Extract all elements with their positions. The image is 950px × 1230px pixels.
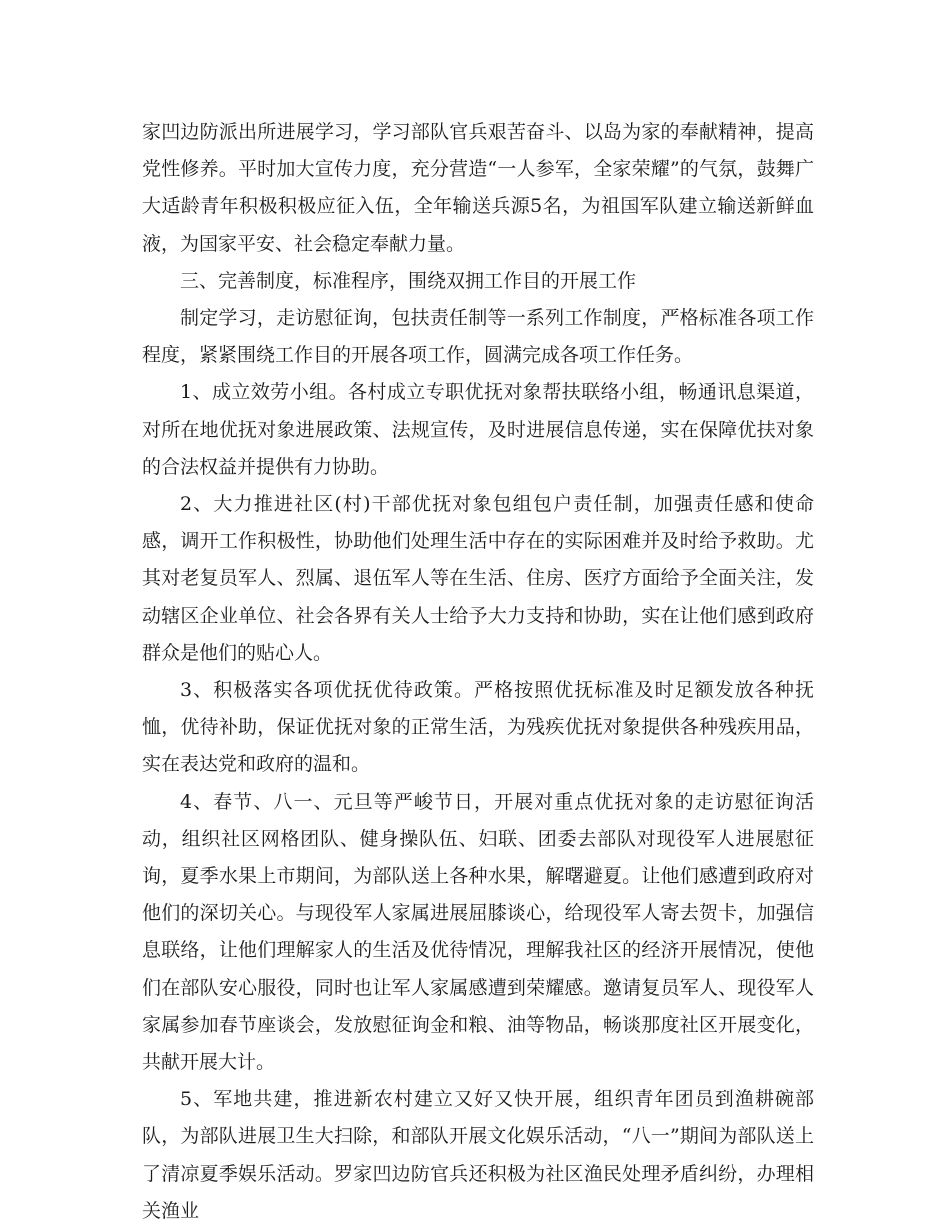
paragraph-item-3: 3、积极落实各项优抚优待政策。严格按照优抚标准及时足额发放各种抚恤，优待补助，保证优抚对象的正常生活，为残疾优抚对象提供各种残疾用品，实在表达党和政府的温和。 [142,679,814,776]
paragraph-1: 家凹边防派出所进展学习，学习部队官兵艰苦奋斗、以岛为家的奉献精神，提高党性修养。平时加大宣传力度，充分营造“一人参军，全家荣耀”的气氛，鼓舞广大适龄青年积极积极应征入伍，全年输送兵源5名，为祖国军队建立输送新鲜血液，为国家平安、社会稳定奉献力量。 [142,121,814,255]
section-heading-3: 三、完善制度，标准程序，围绕双拥工作目的开展工作 [180,269,637,292]
document-body [142,114,814,1230]
paragraph-item-2: 2、大力推进社区(村)干部优抚对象包组包户责任制，加强责任感和使命感，调开工作积极性，协助他们处理生活中存在的实际困难并及时给予救助。尤其对老复员军人、烈属、退伍军人等在生活、住房、医疗方面给予全面关注，发动辖区企业单位、社会各界有关人士给予大力支持和协助，实在让他们感到政府群众是他们的贴心人。 [142,493,814,664]
paragraph-item-1: 1、成立效劳小组。各村成立专职优抚对象帮扶联络小组，畅通讯息渠道，对所在地优抚对象进展政策、法规宣传，及时进展信息传递，实在保障优扶对象的合法权益并提供有力协助。 [142,381,814,478]
paragraph-3: 制定学习，走访慰征询，包扶责任制等一系列工作制度，严格标准各项工作程度，紧紧围绕工作目的开展各项工作，圆满完成各项工作任务。 [142,307,814,367]
paragraph-item-4: 4、春节、八一、元旦等严峻节日，开展对重点优抚对象的走访慰征询活动，组织社区网格团队、健身操队伍、妇联、团委去部队对现役军人进展慰征询，夏季水果上市期间，为部队送上各种水果，解曙避夏。让他们感遭到政府对他们的深切关心。与现役军人家属进展屈膝谈心，给现役军人寄去贺卡，加强信息联络，让他们理解家人的生活及优待情况，理解我社区的经济开展情况，使他们在部队安心服役，同时也让军人家属感遭到荣耀感。邀请复员军人、现役军人家属参加春节座谈会，发放慰征询金和粮、油等物品，畅谈那度社区开展变化，共献开展大计。 [142,790,814,1074]
paragraph-item-5: 5、军地共建，推进新农村建立又好又快开展，组织青年团员到渔耕碗部队，为部队进展卫生大扫除，和部队开展文化娱乐活动，“八一”期间为部队送上了清凉夏季娱乐活动。罗家凹边防官兵还积极为社区渔民处理矛盾纠纷，办理相关渔业 [142,1088,814,1222]
